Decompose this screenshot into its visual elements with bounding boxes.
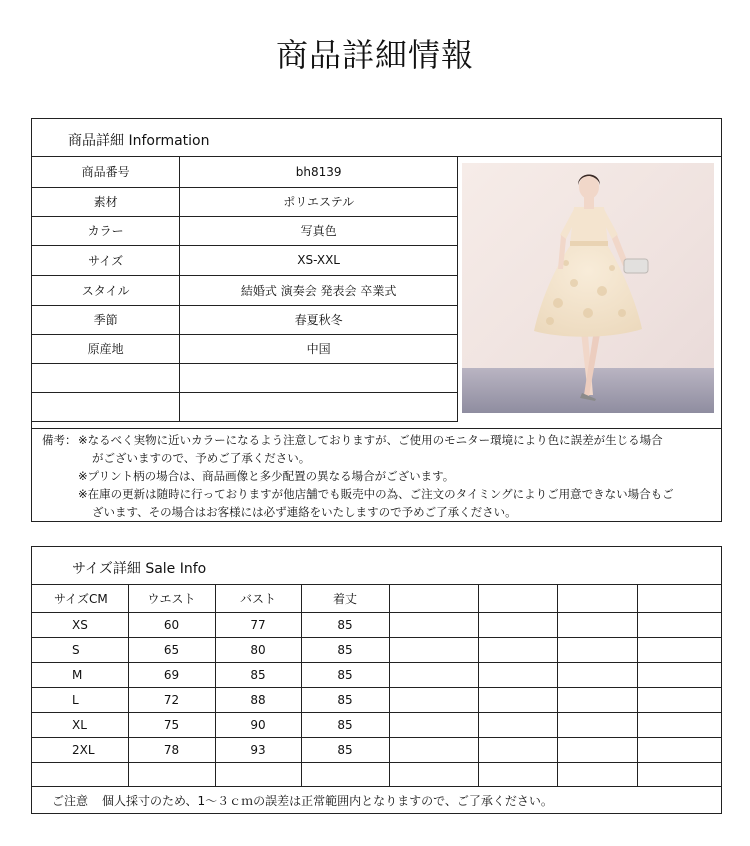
size-header-cell: サイズCM [32, 585, 128, 612]
size-cell [557, 637, 637, 662]
size-cell [128, 762, 215, 786]
size-cell: 90 [215, 712, 301, 737]
size-cell [389, 637, 478, 662]
size-cell [478, 612, 557, 637]
size-cell: 60 [128, 612, 215, 637]
size-cell [478, 637, 557, 662]
size-cell [215, 762, 301, 786]
spec-row [32, 363, 458, 392]
size-cell: 85 [301, 662, 389, 687]
spec-label [32, 363, 180, 392]
size-header-cell: ウエスト [128, 585, 215, 612]
size-cell [637, 662, 721, 687]
size-cell: 85 [301, 737, 389, 762]
size-cell [389, 612, 478, 637]
spec-label: 素材 [32, 187, 180, 216]
size-cell [557, 612, 637, 637]
spec-value: 中国 [180, 334, 458, 363]
size-header-cell: バスト [215, 585, 301, 612]
note-text: ※なるべく実物に近いカラーになるよう注意しておりますが、ご使用のモニター環境により色に誤差が生じる場合 [78, 433, 663, 447]
size-cell [389, 712, 478, 737]
size-row [32, 737, 721, 762]
size-cell [557, 762, 637, 786]
size-cell [478, 687, 557, 712]
size-cell [557, 737, 637, 762]
size-header-cell [557, 585, 637, 612]
size-row [32, 687, 721, 712]
size-cell: 88 [215, 687, 301, 712]
size-cell: L [32, 687, 128, 712]
spec-label: スタイル [32, 275, 180, 305]
notes-prefix: 備考： [42, 433, 77, 447]
size-cell [478, 737, 557, 762]
spec-value: ポリエステル [180, 187, 458, 216]
size-header-cell: 着丈 [301, 585, 389, 612]
spec-row [32, 275, 458, 305]
size-row [32, 612, 721, 637]
details-heading: 商品詳細 Information [68, 133, 210, 149]
spec-value: 春夏秋冬 [180, 305, 458, 334]
size-cell: 85 [215, 662, 301, 687]
size-cell [557, 687, 637, 712]
spec-value: bh8139 [180, 157, 458, 187]
note-text: がございますので、予めご了承ください。 [92, 451, 311, 465]
spec-value: 写真色 [180, 216, 458, 245]
size-row [32, 712, 721, 737]
footer-label: ご注意 [52, 794, 89, 808]
spec-table [32, 157, 458, 422]
size-cell: 75 [128, 712, 215, 737]
spec-value: XS-XXL [180, 245, 458, 275]
size-cell [637, 612, 721, 637]
size-cell: 80 [215, 637, 301, 662]
size-cell: XL [32, 712, 128, 737]
size-cell: 2XL [32, 737, 128, 762]
spec-value: 結婚式 演奏会 発表会 卒業式 [180, 275, 458, 305]
size-cell: 85 [301, 637, 389, 662]
size-cell [637, 637, 721, 662]
spec-label: カラー [32, 216, 180, 245]
spec-row [32, 334, 458, 363]
spec-label: サイズ [32, 245, 180, 275]
size-cell [32, 762, 128, 786]
spec-row [32, 157, 458, 187]
notes-section [32, 428, 721, 521]
size-cell [389, 737, 478, 762]
size-cell: M [32, 662, 128, 687]
spec-row [32, 216, 458, 245]
size-cell [637, 687, 721, 712]
size-header-cell [478, 585, 557, 612]
size-table [32, 585, 721, 787]
spec-row [32, 392, 458, 421]
size-cell [637, 762, 721, 786]
size-row [32, 762, 721, 786]
size-header-row [32, 585, 721, 612]
size-header [32, 547, 721, 585]
note-text: ざいます、その場合はお客様には必ず連絡をいたしますので予めご了承ください。 [92, 505, 517, 519]
spec-label: 季節 [32, 305, 180, 334]
size-cell: S [32, 637, 128, 662]
spec-label: 商品番号 [32, 157, 180, 187]
size-cell [478, 662, 557, 687]
size-header-cell [389, 585, 478, 612]
size-footer [32, 787, 721, 813]
size-cell: 69 [128, 662, 215, 687]
spec-value [180, 392, 458, 421]
size-cell [478, 762, 557, 786]
size-cell [389, 687, 478, 712]
size-cell: 78 [128, 737, 215, 762]
size-cell [301, 762, 389, 786]
size-header-cell [637, 585, 721, 612]
size-row [32, 662, 721, 687]
size-cell: 85 [301, 687, 389, 712]
size-cell [389, 762, 478, 786]
spec-row [32, 187, 458, 216]
spec-row [32, 305, 458, 334]
note-text: ※在庫の更新は随時に行っておりますが他店舗でも販売中の為、ご注文のタイミングによりご用意できない場合もご [78, 487, 674, 501]
product-photo [462, 163, 714, 413]
size-cell: XS [32, 612, 128, 637]
product-details-panel [31, 118, 722, 522]
size-cell [389, 662, 478, 687]
spec-row [32, 245, 458, 275]
size-cell [557, 662, 637, 687]
size-row [32, 637, 721, 662]
size-cell [637, 737, 721, 762]
size-cell [637, 712, 721, 737]
size-cell: 77 [215, 612, 301, 637]
page-title: 商品詳細情報 [275, 36, 474, 74]
details-header [32, 119, 721, 157]
size-cell: 85 [301, 612, 389, 637]
size-cell [478, 712, 557, 737]
spec-label: 原産地 [32, 334, 180, 363]
size-cell [557, 712, 637, 737]
size-cell: 65 [128, 637, 215, 662]
size-cell: 93 [215, 737, 301, 762]
spec-label [32, 392, 180, 421]
size-cell: 72 [128, 687, 215, 712]
footer-text: 個人採寸のため、1～３ｃｍの誤差は正常範囲内となりますので、ご了承ください。 [102, 794, 553, 808]
spec-value [180, 363, 458, 392]
size-cell: 85 [301, 712, 389, 737]
note-text: ※プリント柄の場合は、商品画像と多少配置の異なる場合がございます。 [78, 469, 455, 483]
size-details-panel [31, 546, 722, 814]
size-heading: サイズ詳細 Sale Info [72, 561, 207, 577]
